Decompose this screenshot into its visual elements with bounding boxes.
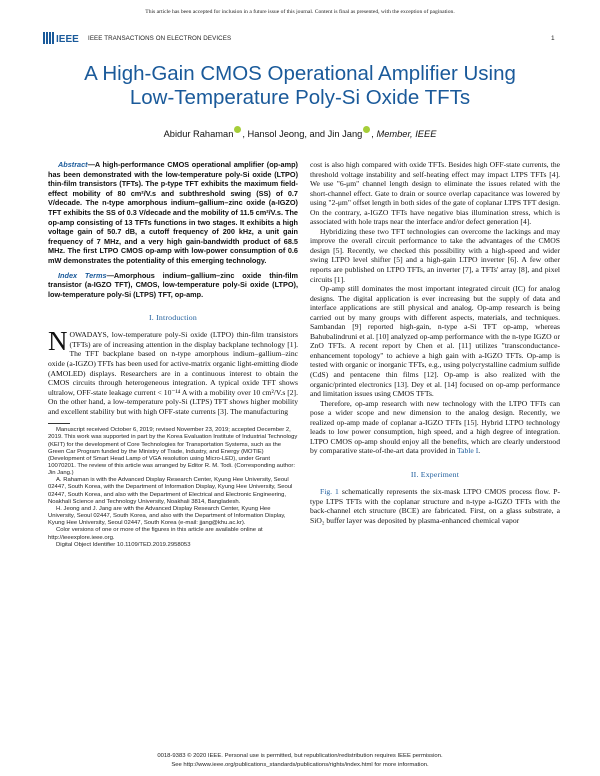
copyright-notice xyxy=(0,752,600,769)
abstract xyxy=(48,160,298,266)
right-column xyxy=(310,160,560,525)
index-terms xyxy=(48,271,298,300)
paragraph: Fig. 1 schematically represents the six-mask LTPO CMOS process flow. P-type LTPS TFTs with the coplanar structure and n-type a-IGZO TFTs with the back-channel etch structure (BCE) are fabricated. First, on a glass substrate, a SiO₂ buffer layer was deposited by plasma-enhanced chemical vapor xyxy=(310,486,560,525)
left-column xyxy=(48,160,298,549)
title-line-2: Low-Temperature Poly-Si Oxide TFTs xyxy=(129,86,471,109)
logo-text: IEEE xyxy=(56,34,79,45)
abstract-text: —A high-performance CMOS operational amplifier (op-amp) has been demonstrated with the low-temperature poly-Si oxide (LTPO) thin-film transistors (TFTs). The p-type TFT exhibits the maximum field-effect mobility of 80 cm²/V.s and subthreshold swing (SS) of 0.7 V/decade. The n-type amorphous indium–gallium–zinc oxide (a-IGZO) TFT exhibits the SS of 0.3 V/decade and the mobility of 11.5 cm²/V.s. The op-amp consisting of 13 TFTs functions in two stages. It exhibits a high voltage gain of 50.7 dB, a cutoff frequency of 200 kHz, a unit gain frequency of 7 MHz, and a very high gain-bandwidth product of 68.5 MHz. The first LTPO CMOS op-amp with low-power consumption of 0.6 mW demonstrates the potentiality of this emerging technology. xyxy=(48,160,298,265)
member-grade: Member, IEEE xyxy=(376,129,437,139)
abstract-label: Abstract xyxy=(58,160,88,169)
paragraph: Op-amp still dominates the most important integrated circuit (IC) for analog designs. The digital application is ever increasing but the supply of data and interface applications are still physical and analog. Op-amp research is being carried out by many groups with different aspects, materials, and techniques. Sambandan [9] reported high-gain, n-type a-Si TFT op-amp, whereas Bahubalindruni et al. [10] analyzed op-amp performance with the n-type IGZO or ZnO TFTs. A recent report by Chen et al. [11] utilizes "transconductance-enhancement topology" to achieve a high gain with a-IGZO TFTs. Op-amp is tested with organic or inorganic TFTs, e.g., using polycrystalline cadmium sulfide (CdS) and pentacene thin films [12]. Op-amp is also realized with the organic/printed electronics [13]. Dey et al. [14] focused on op-amp performance and limitation issues using CMOS TFTs. xyxy=(310,284,560,399)
copyright-line-1: 0018-9383 © 2020 IEEE. Personal use is permitted, but republication/redistribution requires IEEE permission. xyxy=(157,753,443,759)
paragraph: cost is also high compared with oxide TFTs. Besides high OFF-state currents, the threshold voltage instability and self-heating effect may impact LTPS TFTs [4]. We use "6-μm" channel length design to eliminate the issues related with the short-channel effect. Gate to drain or source overlap capacitance was lowered by using "2-μm" offset length in both sides of the gate of coplanar LTPS TFT design. On the contrary, a-IGZO TFTs have negative bias illumination stress, which is associated with hole traps near the interface and/or defect generation [4]. xyxy=(310,160,560,227)
section-heading-introduction: I. Introduction xyxy=(148,313,198,323)
footnote-doi: Digital Object Identifier 10.1109/TED.2019.2958053 xyxy=(56,541,191,548)
drop-cap: N xyxy=(48,326,68,357)
footnote-affiliation-2: H. Jeong and J. Jang are with the Advanced Display Research Center, Kyung Hee University, Seoul 02447, South Korea, and also with the Department of Information Display, Kyung Hee University, Seoul 02447, South Korea (e-mail: jjang@khu.ac.kr). xyxy=(48,505,286,527)
footnote-manuscript: Manuscript received October 6, 2019; revised November 23, 2019; accepted December 2, 2019. This work was supported in part by the Korea Evaluation Institute of Industrial Technology (KEIT) for the development of Core Technologies for Transportation Systems, such as the Green Car Program funded by the Ministry of Trade, Industry, and Energy (MOTIE) (Development of Smart Head Lamp of VGA resolution using Micro-LED), under Grant 10070201. The review of this article was arranged by Editor R. M. Todi. (Corresponding author: Jin Jang.) xyxy=(48,427,298,477)
ieee-logo xyxy=(43,31,83,45)
author-1: Abidur Rahaman xyxy=(163,129,234,139)
author-others: , Hansol Jeong, and Jin Jang xyxy=(242,129,363,139)
journal-name: IEEE TRANSACTIONS ON ELECTRON DEVICES xyxy=(88,35,232,42)
footnote-color: Color versions of one or more of the figures in this article are available online at http://ieeexplore.ieee.org. xyxy=(48,527,263,541)
acceptance-notice: This article has been accepted for inclusion in a future issue of this journal. Content is final as presented, with the exception of pagination. xyxy=(145,9,455,15)
page-number: 1 xyxy=(551,35,555,42)
footnote-affiliation-1: A. Rahaman is with the Advanced Display Research Center, Kyung Hee University, Seoul 02447, South Korea, with the Department of Information Display, Kyung Hee University, Seoul 02447, South Korea, and also with the Department of Electrical and Electronic Engineering, Noakhali Science and Technology University, Noakhali 3814, Bangladesh. xyxy=(48,477,293,505)
index-terms-label: Index Terms xyxy=(58,270,107,280)
intro-text: OWADAYS, low-temperature poly-Si oxide (LTPO) thin-film transistors (TFTs) are of increasing attention in the display backplane technology [1]. The TFT backplane based on n-type amorphous indium–gallium–zinc oxide (a-IGZO) TFTs has been used for active-matrix organic light-emitting diode (AMOLED) displays. Researchers are in a continuous interest to obtain the CMOS circuits through heterogeneous integration. A typical oxide TFT shows ultralow, OFF-state leakage current < 10⁻¹⁴ A with a mobility over 10 cm²/V.s [2]. On the other hand, a low-temperature poly-Si (LTPS) TFT shows higher mobility and excellent stability but with high OFF-state currents [3]. The manufacturing xyxy=(48,330,298,416)
paper-title xyxy=(0,62,600,110)
footnote-divider xyxy=(48,423,70,424)
orcid-icon[interactable] xyxy=(363,126,370,133)
orcid-icon[interactable] xyxy=(234,126,241,133)
footnotes xyxy=(48,427,298,549)
figure-reference-link[interactable]: Fig. 1 xyxy=(320,486,339,496)
section-heading-experiment: II. Experiment xyxy=(410,469,460,479)
title-line-1: A High-Gain CMOS Operational Amplifier Using xyxy=(84,62,516,85)
author-list: Abidur Rahaman , Hansol Jeong, and Jin Jang , Member, IEEE xyxy=(0,126,600,139)
introduction-paragraph xyxy=(48,326,298,416)
index-terms-text: —Amorphous indium–gallium–zinc oxide thin-film transistor (a-IGZO TFT), CMOS, low-temperature poly-Si oxide (LTPO), low-temperature poly-Si (LTPS) TFT, op-amp. xyxy=(48,270,298,299)
table-reference-link[interactable]: Table I xyxy=(457,446,479,456)
paragraph: Hybridizing these two TFT technologies can overcome the lackings and may improve the overall circuit performance to take the advantages of the CMOS design [5]. Recently, we checked this possibility with a high-speed and wider swing LTPO level shifter [5] and a high-gain LTPO inverter [6]. A few other reports are published on LTPO TFTs, an inverter [7], a TFTs' array [8], and pixel circuits [1]. xyxy=(310,226,560,284)
copyright-line-2: See http://www.ieee.org/publications_standards/publications/rights/index.html for more information. xyxy=(171,761,429,768)
paragraph: Therefore, op-amp research with new technology with the LTPO TFTs can pose a wider scope and new dimension to the analog design. Recently, we realized op-amp made of coplanar a-IGZO TFTs [15]. Hybrid LTPO technology leads to low power consumption, high speed, and a high degree of integration. LTPO CMOS op-amp should enjoy all the benefits, which are clearly understood by comparative state-of-the-art data provided in Table I. xyxy=(310,398,560,456)
